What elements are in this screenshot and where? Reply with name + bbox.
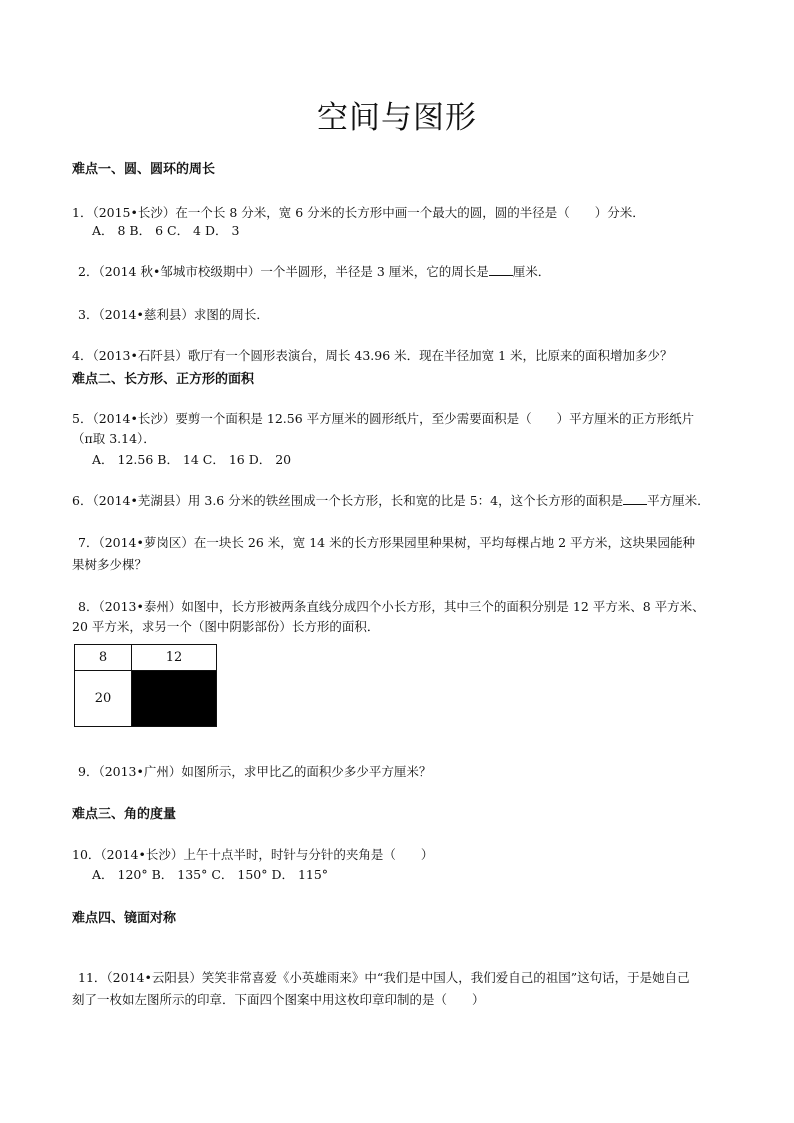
question-8-line-1: 8．（2013•泰州）如图中，长方形被两条直线分成四个小长方形，其中三个的面积分别是 12 平方米、8 平方米、 [78, 599, 705, 614]
shaded-cell [132, 671, 217, 727]
question-3: 3．（2014•慈利县）求图的周长． [78, 307, 269, 322]
question-4: 4．（2013•石阡县）歌厅有一个圆形表演台，周长 43.96 米．现在半径加宽 1 米，比原来的面积增加多少？ [72, 348, 673, 363]
question-5-line-1: 5．（2014•长沙）要剪一个面积是 12.56 平方厘米的圆形纸片，至少需要面积是（ ）平方厘米的正方形纸片 [72, 411, 695, 426]
question-6 [72, 491, 710, 509]
answer-blank[interactable] [623, 492, 647, 505]
question-2-text: 2．（2014 秋•邹城市校级期中）一个半圆形，半径是 3 厘米，它的周长是 [78, 264, 489, 279]
question-10: 10．（2014•长沙）上午十点半时，时针与分针的夹角是（ ） [72, 847, 434, 862]
section-heading-1: 难点一、圆、圆环的周长 [72, 162, 216, 177]
cell-area-8: 8 [75, 645, 132, 671]
question-7-line-1: 7．（2014•萝岗区）在一块长 26 米，宽 14 米的长方形果园里种果树，平均每棵占地 2 平方米，这块果园能种 [78, 535, 695, 550]
section-heading-4: 难点四、镜面对称 [72, 911, 177, 926]
question-1: 1．（2015•长沙）在一个长 8 分米，宽 6 分米的长方形中画一个最大的圆，圆的半径是（ ）分米． [72, 205, 645, 220]
question-5-options: A． 12.56 B． 14 C． 16 D． 20 [92, 452, 292, 467]
question-11-line-2: 刻了一枚如左图所示的印章．下面四个图案中用这枚印章印制的是（ ） [72, 992, 485, 1007]
cell-area-12: 12 [132, 645, 217, 671]
question-6-text: 6．（2014•芜湖县）用 3.6 分米的铁丝围成一个长方形，长和宽的比是 5：4，这个长方形的面积是 [72, 493, 624, 508]
question-5-line-2: （π取 3.14）． [72, 431, 156, 446]
question-6-unit: 平方厘米． [647, 493, 710, 508]
question-9: 9．（2013•广州）如图所示，求甲比乙的面积少多少平方厘米？ [78, 764, 432, 779]
rectangle-area-figure [74, 644, 217, 727]
question-11-line-1: 11．（2014•云阳县）笑笑非常喜爱《小英雄雨来》中“我们是中国人，我们爱自己的祖国”这句话，于是她自己 [78, 970, 690, 985]
question-8-line-2: 20 平方米，求另一个（图中阴影部份）长方形的面积． [72, 619, 380, 634]
cell-area-20: 20 [75, 671, 132, 727]
section-heading-3: 难点三、角的度量 [72, 807, 177, 822]
question-2 [78, 262, 550, 280]
page-title: 空间与图形 [317, 100, 477, 136]
section-heading-2: 难点二、长方形、正方形的面积 [72, 372, 255, 387]
question-2-unit: 厘米． [512, 264, 551, 279]
answer-blank[interactable] [489, 263, 513, 276]
question-1-options: A． 8 B． 6 C． 4 D． 3 [92, 223, 240, 238]
question-10-options: A． 120° B． 135° C． 150° D． 115° [92, 867, 329, 882]
question-7-line-2: 果树多少棵？ [72, 557, 148, 572]
